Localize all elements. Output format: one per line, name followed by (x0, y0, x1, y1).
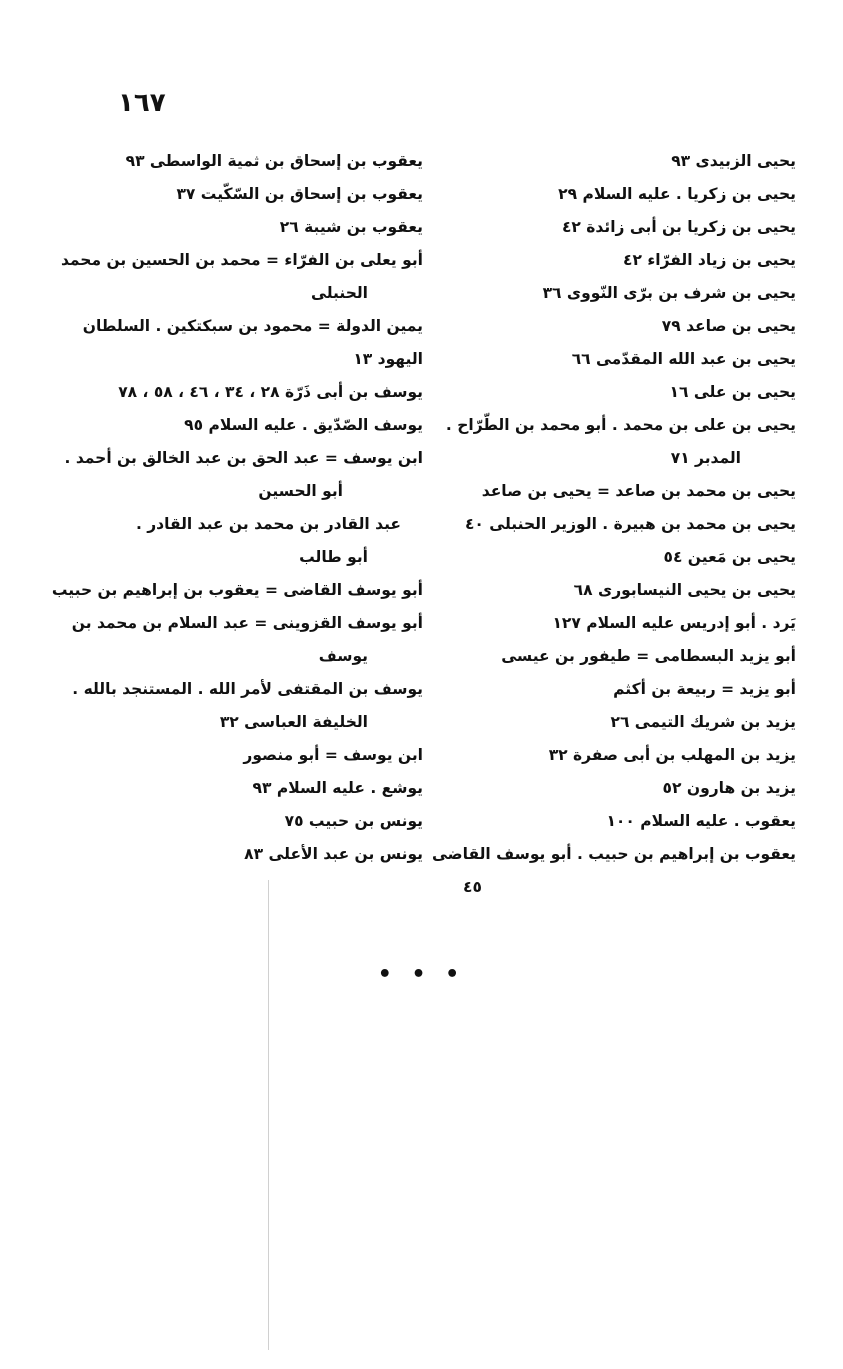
index-entry: يحيى بن يحيى النيسابورى ٦٨ (573, 581, 796, 599)
index-entry: يحيى بن زكريا . عليه السلام ٢٩ (558, 185, 796, 203)
index-entry: ابن يوسف = عبد الحق بن عبد الخالق بن أحمد . (64, 449, 423, 467)
scan-gutter-line (268, 880, 269, 1350)
index-entry: يحيى بن زكريا بن أبى زائدة ٤٢ (561, 218, 796, 236)
index-entry: يزيد بن المهلب بن أبى صفرة ٣٢ (548, 746, 796, 764)
index-entry: يحيى بن مَعين ٥٤ (663, 548, 796, 566)
index-entry: يَرد . أبو إدريس عليه السلام ١٢٧ (552, 614, 796, 632)
index-entry: أبو يزيد = ربيعة بن أكثم (613, 680, 796, 698)
index-entry: يوسف (318, 647, 368, 665)
index-entry: يوشع . عليه السلام ٩٣ (252, 779, 423, 797)
index-entry: يوسف بن المقتفى لأمر الله . المستنجد بالله . (72, 680, 423, 698)
index-entry: اليهود ١٣ (353, 350, 423, 368)
index-entry: يوسف بن أبى ذَرّة ٢٨ ، ٣٤ ، ٤٦ ، ٥٨ ، ٧٨ (118, 383, 423, 401)
index-entry: الحنبلى (311, 284, 368, 302)
index-entry: يونس بن عبد الأعلى ٨٣ (244, 845, 423, 863)
index-entry: يحيى بن صاعد ٧٩ (661, 317, 796, 335)
index-entry: يحيى بن محمد بن هبيرة . الوزير الحنبلى ٤٠ (464, 515, 796, 533)
index-entry: يعقوب بن إبراهيم بن حبيب . أبو يوسف القاضى (431, 845, 796, 863)
index-entry: يحيى بن على ١٦ (669, 383, 796, 401)
index-entry: يمين الدولة = محمود بن سبكتكين . السلطان (82, 317, 423, 335)
index-entry: يعقوب . عليه السلام ١٠٠ (606, 812, 796, 830)
index-entry: الخليفة العباسى ٣٢ (219, 713, 368, 731)
index-entry: يوسف الصّدّيق . عليه السلام ٩٥ (184, 416, 423, 434)
index-entry: يحيى الزبيدى ٩٣ (671, 152, 796, 170)
index-entry: أبو يزيد البسطامى = طيفور بن عيسى (501, 647, 796, 665)
index-entry: المدبر ٧١ (670, 449, 741, 467)
end-of-section-mark: • • • (377, 962, 466, 987)
index-entry: يعقوب بن إسحاق بن السّكّيت ٣٧ (176, 185, 423, 203)
index-entry: يزيد بن شريك التيمى ٢٦ (610, 713, 796, 731)
index-entry: يعقوب بن شيبة ٢٦ (279, 218, 423, 236)
index-entry: عبد القادر بن محمد بن عبد القادر . (135, 515, 401, 533)
index-entry: يحيى بن زياد الفرّاء ٤٢ (623, 251, 796, 269)
index-entry: أبو يعلى بن الفرّاء = محمد بن الحسين بن محمد (60, 251, 423, 269)
index-entry: يحيى بن عبد الله المقدّمى ٦٦ (571, 350, 796, 368)
index-entry: يونس بن حبيب ٧٥ (284, 812, 423, 830)
index-entry: أبو الحسين (258, 482, 343, 500)
page-number: ١٦٧ (118, 88, 166, 118)
index-entry: يحيى بن على بن محمد . أبو محمد بن الطّرّاح . (445, 416, 796, 434)
index-entry: أبو يوسف القزوينى = عبد السلام بن محمد بن (71, 614, 423, 632)
index-column-right (431, 145, 796, 904)
index-entry: أبو طالب (299, 548, 368, 566)
index-entry: يعقوب بن إسحاق بن ثمية الواسطى ٩٣ (125, 152, 423, 170)
index-entry: ٤٥ (463, 878, 482, 896)
index-entry: أبو يوسف القاضى = يعقوب بن إبراهيم بن حبيب (51, 581, 423, 599)
index-column-left (51, 145, 423, 871)
index-entry: ابن يوسف = أبو منصور (243, 746, 423, 764)
index-entry: يحيى بن شرف بن برّى النّووى ٣٦ (542, 284, 796, 302)
index-entry: يزيد بن هارون ٥٢ (662, 779, 796, 797)
index-entry: يحيى بن محمد بن صاعد = يحيى بن صاعد (481, 482, 796, 500)
